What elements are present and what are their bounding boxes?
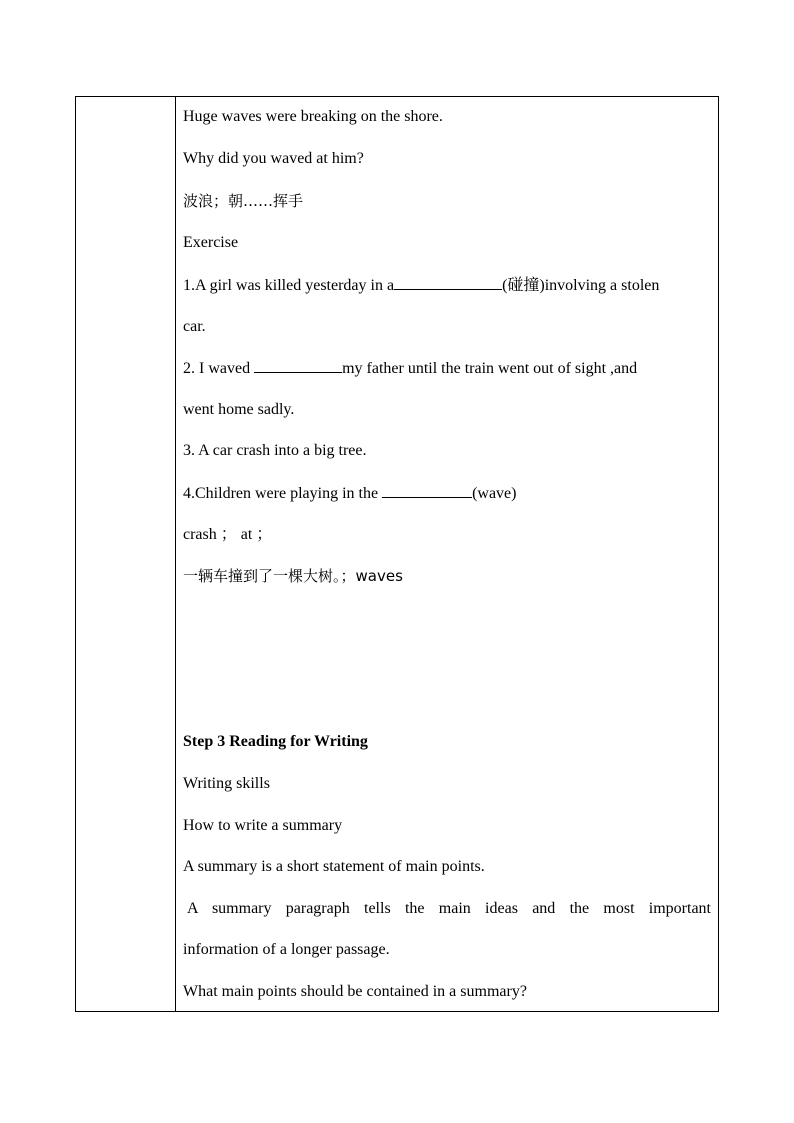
step-3-heading: Step 3 Reading for Writing	[183, 733, 368, 750]
answer-line-2: 一辆车撞到了一棵大树。；waves	[183, 567, 403, 585]
text-line-chinese-meaning: 波浪；朝……挥手	[183, 192, 304, 210]
text-line-why-waved: Why did you waved at him?	[183, 150, 364, 167]
lesson-table	[75, 96, 719, 1012]
exercise-1-blank	[394, 275, 502, 290]
exercise-4-text-start: 4.Children were playing in the	[183, 485, 379, 502]
answer-line-1: crash ； at ；	[183, 526, 273, 543]
summary-paragraph-continuation: information of a longer passage.	[183, 941, 390, 958]
summary-paragraph-line: A summary paragraph tells the main ideas and the most important	[187, 900, 711, 917]
exercise-1-text-end: (碰撞)involving a stolen	[502, 277, 660, 294]
left-column-cell	[76, 97, 176, 1011]
exercise-2-text-end: my father until the train went out of sight ,and	[342, 360, 638, 377]
exercise-2-continuation: went home sadly.	[183, 401, 295, 418]
exercise-1-text-start: 1.A girl was killed yesterday in a	[183, 277, 395, 294]
writing-skills-line: Writing skills	[183, 775, 270, 792]
exercise-3-line: 3. A car crash into a big tree.	[183, 442, 367, 459]
summary-definition-line: A summary is a short statement of main points.	[183, 858, 485, 875]
exercise-1-line	[183, 275, 711, 296]
exercise-2-line	[183, 358, 711, 379]
exercise-4-line	[183, 483, 711, 504]
exercise-heading: Exercise	[183, 234, 239, 251]
summary-question-line: What main points should be contained in a summary?	[183, 983, 527, 1000]
exercise-4-text-end: (wave)	[472, 485, 517, 502]
exercise-1-continuation: car.	[183, 318, 206, 335]
content-cell	[176, 97, 718, 1011]
exercise-2-text-start: 2. I waved	[183, 360, 251, 377]
exercise-2-blank	[254, 358, 342, 373]
text-line-waves-breaking: Huge waves were breaking on the shore.	[183, 108, 443, 125]
exercise-4-blank	[382, 483, 472, 498]
how-to-summary-line: How to write a summary	[183, 817, 343, 834]
